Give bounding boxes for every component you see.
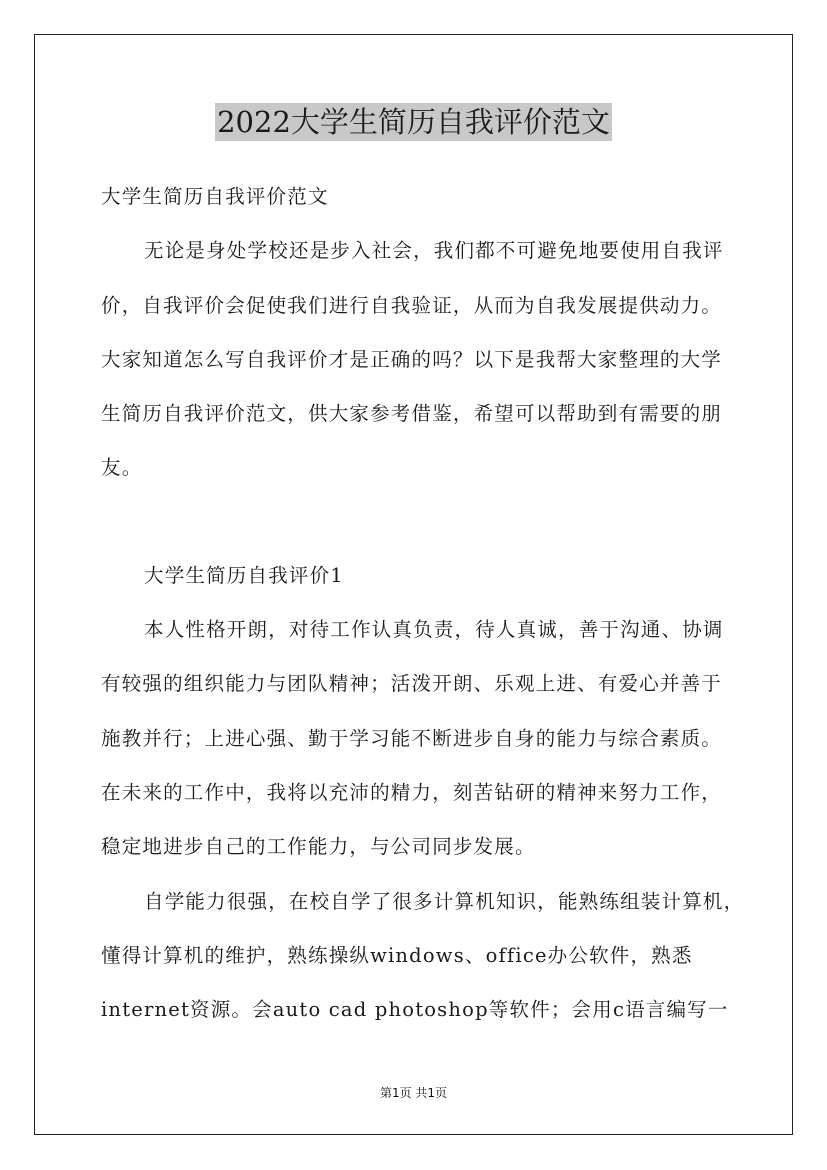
intro-line: 价，自我评价会促使我们进行自我验证，从而为自我发展提供动力。 xyxy=(101,293,723,317)
section-heading: 大学生简历自我评价1 xyxy=(144,563,344,587)
document-title: 2022大学生简历自我评价范文 xyxy=(217,105,610,139)
paragraph-line: 在未来的工作中，我将以充沛的精力，刻苦钻研的精神来努力工作， xyxy=(101,780,723,804)
intro-line: 友。 xyxy=(101,456,143,480)
paragraph-line: 稳定地进步自己的工作能力，与公司同步发展。 xyxy=(101,835,536,859)
paragraph-line: 自学能力很强，在校自学了很多计算机知识，能熟练组装计算机， xyxy=(144,889,745,913)
intro-line: 大家知道怎么写自我评价才是正确的吗？以下是我帮大家整理的大学 xyxy=(101,347,723,371)
paragraph-line: 本人性格开朗，对待工作认真负责，待人真诚，善于沟通、协调 xyxy=(144,618,724,642)
paragraph-line: 有较强的组织能力与团队精神；活泼开朗、乐观上进、有爱心并善于 xyxy=(101,672,723,696)
page-footer: 第1页 共1页 xyxy=(379,1086,448,1100)
intro-line: 无论是身处学校还是步入社会，我们都不可避免地要使用自我评 xyxy=(144,239,724,263)
paragraph-line: 施教并行；上进心强、勤于学习能不断进步自身的能力与综合素质。 xyxy=(101,726,723,750)
document-body xyxy=(101,170,745,1037)
paragraph-gap xyxy=(101,496,741,549)
paragraph-line: 懂得计算机的维护，熟练操纵windows、office办公软件，熟悉 xyxy=(101,943,693,967)
title-container xyxy=(0,103,827,141)
paragraph-line: internet资源。会auto cad photoshop等软件；会用c语言编写一 xyxy=(101,998,729,1022)
subtitle: 大学生简历自我评价范文 xyxy=(101,185,329,208)
intro-line: 生简历自我评价范文，供大家参考借鉴，希望可以帮助到有需要的朋 xyxy=(101,402,723,426)
